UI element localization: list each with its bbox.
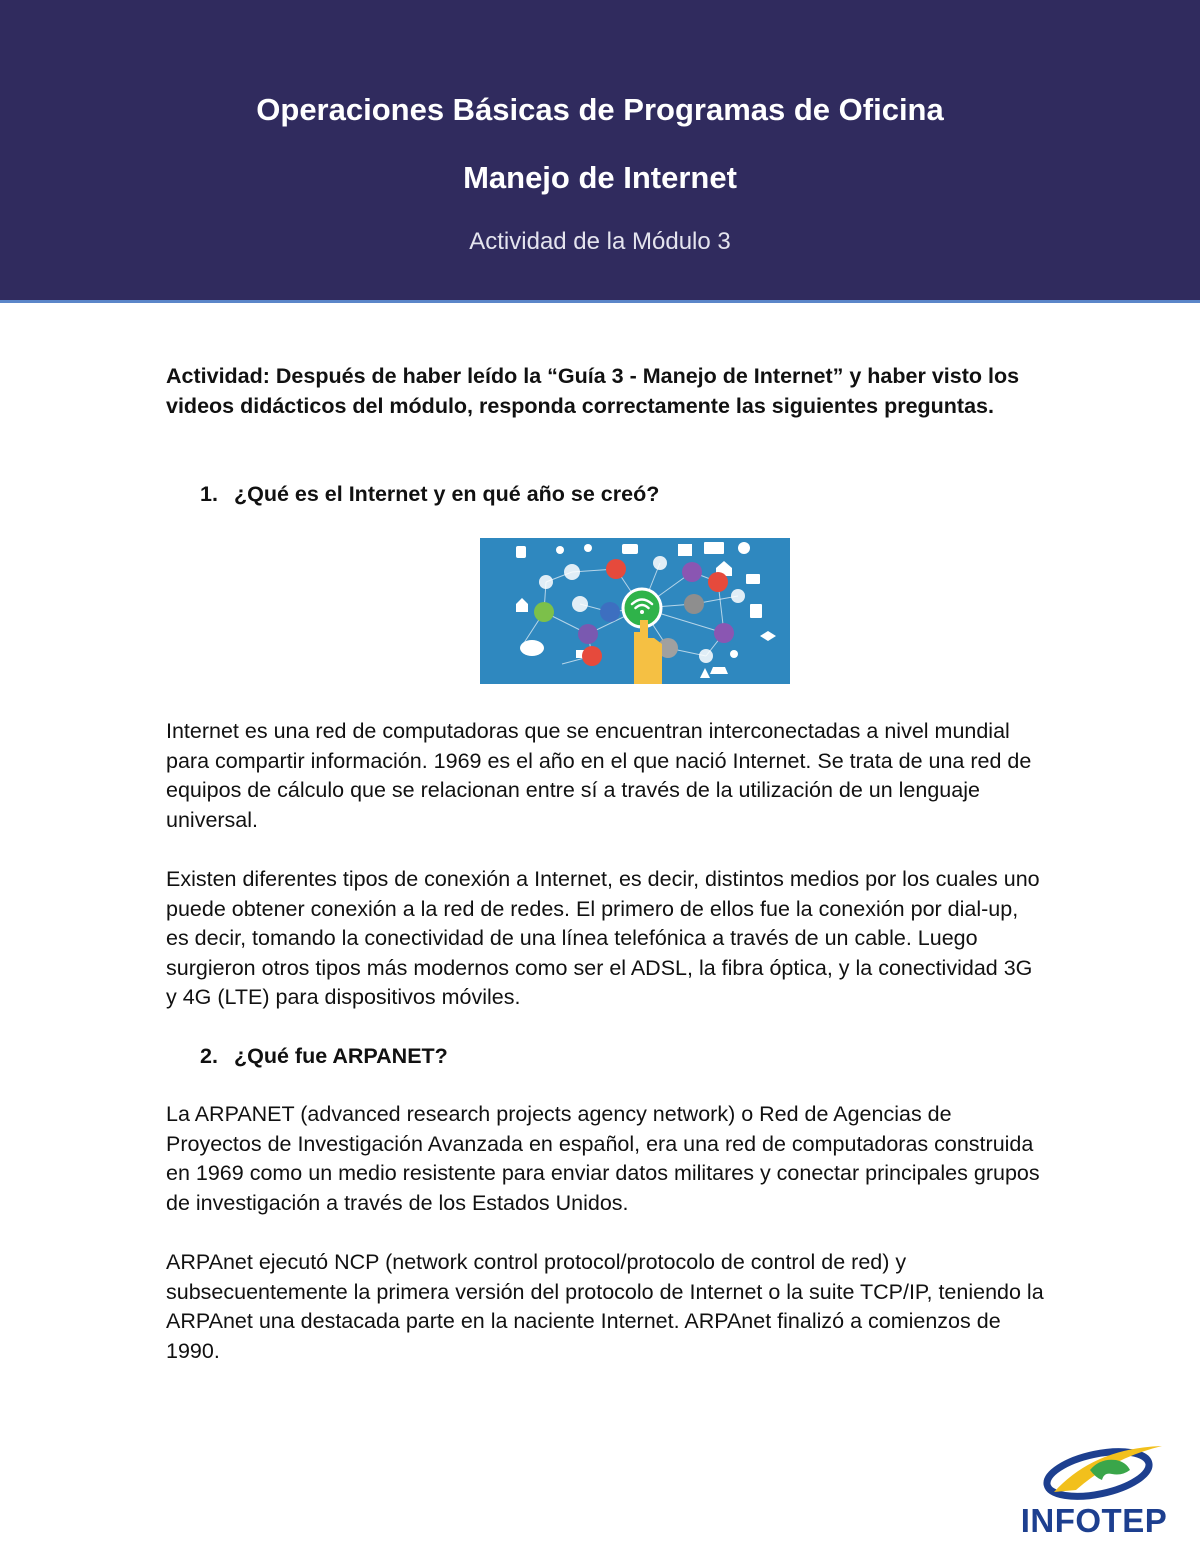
topic-title: Manejo de Internet <box>463 160 737 195</box>
answer-2-paragraph-1 <box>166 1100 1046 1218</box>
document-header <box>0 0 1200 303</box>
question-1 <box>166 480 1046 510</box>
answer-1-paragraph-1 <box>166 717 1046 835</box>
infotep-logo-text: INFOTEP <box>1020 1502 1168 1539</box>
question-text: ¿Qué fue ARPANET? <box>234 1044 448 1068</box>
question-text: ¿Qué es el Internet y en qué año se creó? <box>234 482 660 506</box>
question-2 <box>166 1042 1046 1072</box>
answer-2-paragraph-2 <box>166 1248 1046 1366</box>
paragraph-text: Internet es una red de computadoras que se encuentran interconectadas a nivel mundial para compartir información. 1969 es el año en el que nació Internet. Se trata de una red de equipos de cálculo que se relacionan entre sí a través de la utilización de un lenguaje universal. <box>166 719 1032 832</box>
paragraph-text: La ARPANET (advanced research projects agency network) o Red de Agencias de Proyectos de Investigación Avanzada en español, era una red de computadoras construida en 1969 como un medio resistente para enviar datos militares y conectar principales grupos de investigación a través de los Estados Unidos. <box>166 1102 1040 1215</box>
question-number: 2. <box>200 1044 218 1068</box>
answer-1-paragraph-2 <box>166 865 1046 1013</box>
activity-instructions: Actividad: Después de haber leído la “Guía 3 - Manejo de Internet” y haber visto los videos didácticos del módulo, responda correctamente las siguientes preguntas. <box>166 364 1020 418</box>
question-number: 1. <box>200 482 218 506</box>
network-illustration <box>480 538 790 684</box>
paragraph-text: Existen diferentes tipos de conexión a Internet, es decir, distintos medios por los cuales uno puede obtener conexión a la red de redes. El primero de ellos fue la conexión por dial-up, es decir, tomando la conectividad de una línea telefónica a través de un cable. Luego surgieron otros tipos más modernos como ser el ADSL, la fibra óptica, y la conectividad 3G y 4G (LTE) para dispositivos móviles. <box>166 867 1040 1009</box>
course-title: Operaciones Básicas de Programas de Oficina <box>256 92 944 127</box>
paragraph-text: ARPAnet ejecutó NCP (network control protocol/protocolo de control de red) y subsecuentemente la primera versión del protocolo de Internet o la suite TCP/IP, teniendo la ARPAnet una destacada parte en la naciente Internet. ARPAnet finalizó a comienzos de 1990. <box>166 1250 1044 1363</box>
activity-label: Actividad de la Módulo 3 <box>469 228 731 255</box>
network-connections-icon <box>480 538 790 684</box>
